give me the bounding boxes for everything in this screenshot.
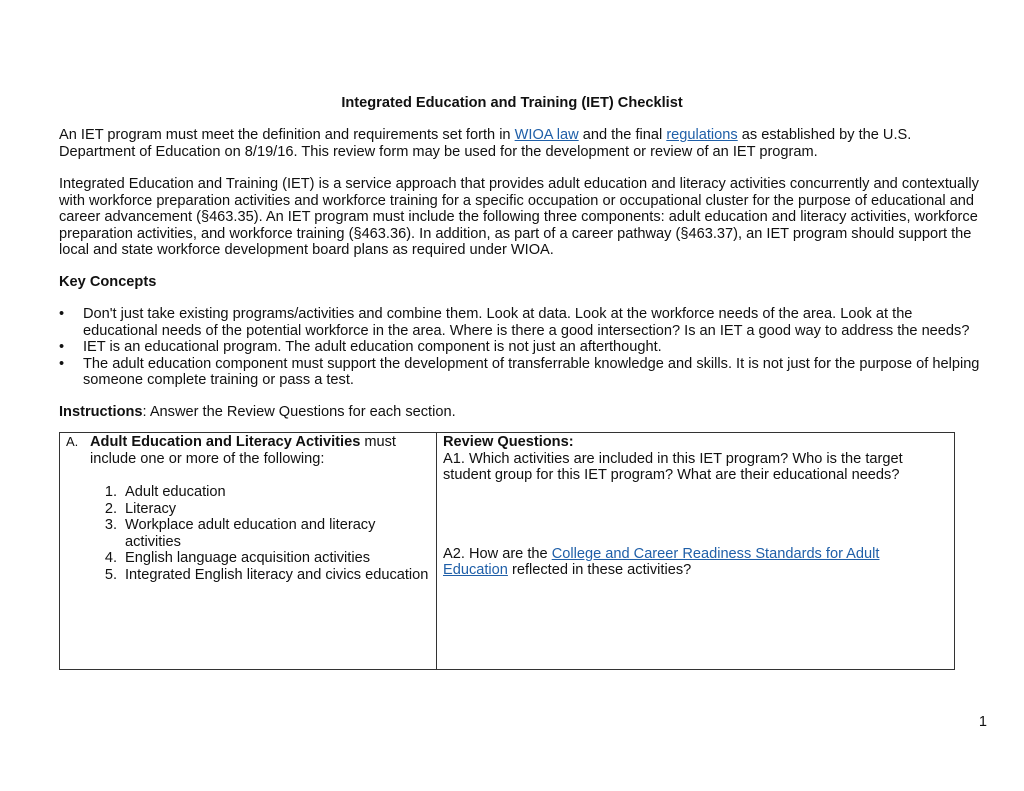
question-a1: A1. Which activities are included in this IET program? Who is the target student group for this IET program? What are their educational needs? bbox=[443, 450, 903, 483]
bullet-icon: • bbox=[59, 306, 65, 322]
instructions-label: Instructions bbox=[59, 404, 143, 420]
question-a2-text-2: reflected in these activities? bbox=[507, 562, 692, 578]
list-item-number: 4. bbox=[104, 550, 117, 566]
definition-paragraph: Integrated Education and Training (IET) is a service approach that provides adult education and literacy activities concurrently and contextually with workforce preparation activities and workforce training for a specific occupation or occupational cluster for the purpose of educational and career advancement (§463.35). An IET program must include the following three components: adult education and literacy activities, workforce preparation activities, and workforce training (§463.36). In addition, as part of a career pathway (§463.37), an IET program should support the local and state workforce development board plans as required under WIOA. bbox=[59, 176, 979, 258]
instructions-text: : Answer the Review Questions for each section. bbox=[142, 404, 456, 420]
bullet-icon: • bbox=[59, 339, 65, 355]
section-a-review-cell bbox=[437, 433, 955, 670]
key-concept-item bbox=[59, 306, 989, 339]
list-item-text: Workplace adult education and literacy activities bbox=[125, 517, 376, 550]
list-item-text: Integrated English literacy and civics education bbox=[125, 566, 429, 583]
key-concept-text: Don't just take existing programs/activities and combine them. Look at data. Look at the workforce needs of the area. Look at the educational needs of the potential workforce in the area. Where is there a good intersection? Is an IET a good way to address the needs? bbox=[83, 306, 970, 339]
key-concept-text: The adult education component must support the development of transferrable knowledge and skills. It is not just for the purpose of helping someone complete training or pass a test. bbox=[83, 355, 980, 388]
key-concept-item bbox=[59, 356, 989, 389]
list-item-number: 1. bbox=[104, 484, 117, 500]
section-a-table bbox=[59, 432, 955, 670]
list-item-text: Literacy bbox=[125, 500, 177, 517]
intro-text-1: An IET program must meet the definition and requirements set forth in bbox=[59, 127, 515, 143]
key-concepts-list bbox=[59, 306, 989, 389]
section-a-components-cell bbox=[60, 433, 437, 670]
key-concept-item bbox=[59, 339, 989, 356]
intro-text-2: and the final bbox=[578, 127, 667, 143]
section-a-heading bbox=[66, 434, 430, 467]
question-a2-text-1: A2. How are the bbox=[443, 545, 552, 562]
page-number: 1 bbox=[978, 714, 987, 730]
intro-text-3: as established by the U.S. Department of Education on 8/19/16. This review form may be used for the development or review of an IET program. bbox=[59, 127, 912, 160]
intro-paragraph bbox=[59, 127, 989, 160]
question-a2 bbox=[443, 546, 948, 579]
page-title: Integrated Education and Training (IET) Checklist bbox=[341, 95, 683, 111]
list-item-number: 5. bbox=[104, 566, 117, 583]
section-a-title: Adult Education and Literacy Activities bbox=[90, 434, 361, 450]
bullet-icon: • bbox=[59, 355, 65, 372]
key-concepts-heading: Key Concepts bbox=[59, 274, 157, 290]
list-item bbox=[90, 567, 430, 584]
instructions bbox=[59, 404, 456, 421]
list-item-number: 2. bbox=[104, 500, 117, 517]
list-item bbox=[90, 501, 430, 518]
list-item bbox=[90, 484, 430, 501]
key-concept-text: IET is an educational program. The adult education component is not just an afterthought. bbox=[83, 339, 662, 355]
section-a-marker: A. bbox=[66, 434, 79, 449]
list-item-number: 3. bbox=[104, 517, 117, 533]
section-a-title-tail: must include one or more of the following: bbox=[90, 434, 396, 467]
list-item-text: Adult education bbox=[125, 484, 226, 500]
section-a-items bbox=[66, 484, 430, 583]
regulations-link[interactable]: regulations bbox=[666, 127, 738, 143]
list-item bbox=[90, 517, 430, 550]
review-questions-heading: Review Questions: bbox=[443, 434, 574, 450]
list-item-text: English language acquisition activities bbox=[125, 550, 371, 566]
ccr-standards-link[interactable]: College and Career Readiness Standards for Adult Education bbox=[443, 545, 880, 578]
wioa-law-link[interactable]: WIOA law bbox=[514, 127, 579, 143]
list-item bbox=[90, 550, 430, 567]
